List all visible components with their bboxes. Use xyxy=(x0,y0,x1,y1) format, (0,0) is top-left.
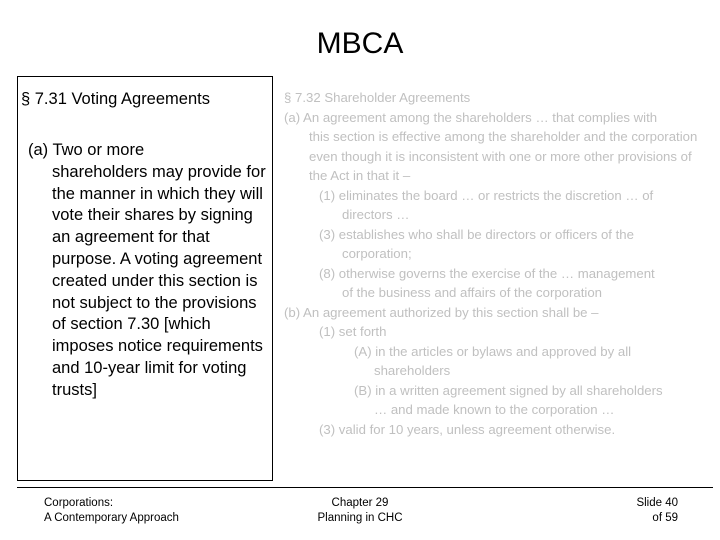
clause-a-body: this section is effective among the shareholder and the corporation even though it is inconsistent with one or more other provisions of the Act in that it – xyxy=(309,129,698,183)
clause-b3: (3) valid for 10 years, unless agreement otherwise. xyxy=(319,421,616,437)
clause-bA-lead: (A) in the articles or bylaws and approved by all xyxy=(354,343,632,359)
clause-a8-lead: (8) otherwise governs the exercise of the … management xyxy=(319,265,655,281)
clause-a1-body: directors … xyxy=(342,207,410,222)
section-7-32-heading: § 7.32 Shareholder Agreements xyxy=(284,90,471,105)
clause-a-lead: (a) An agreement among the shareholders … that complies with xyxy=(284,109,658,125)
clause-b: (b) An agreement authorized by this section shall be – xyxy=(284,304,599,320)
footer-book-title xyxy=(44,496,179,526)
section-7-31-heading: § 7.31 Voting Agreements xyxy=(21,90,210,108)
section-7-31-paragraph xyxy=(28,140,272,402)
footer-book-line2: A Contemporary Approach xyxy=(44,512,179,524)
paragraph-lead: (a) Two or more xyxy=(28,141,145,159)
clause-b1: (1) set forth xyxy=(319,324,387,339)
slide-title: MBCA xyxy=(316,27,404,60)
footer-book-line1: Corporations: xyxy=(44,497,114,509)
footer-divider xyxy=(17,487,713,488)
section-7-32-text xyxy=(284,88,710,439)
clause-bA-body: shareholders xyxy=(374,363,451,378)
footer-slide-number xyxy=(590,496,678,526)
clause-a8-body: of the business and affairs of the corporation xyxy=(342,285,603,300)
paragraph-body: shareholders may provide for the manner in which they will vote their shares by signing an agreement for that purpose. A voting agreement created under this section is not subject to the provisions of section 7.30 [which imposes notice requirements and 10-year limit for voting trusts] xyxy=(52,162,266,399)
clause-bB-body: … and made known to the corporation … xyxy=(374,402,615,417)
footer-slide-line2: of 59 xyxy=(652,512,678,524)
footer-chapter-line2: Planning in CHC xyxy=(317,512,403,524)
clause-a3-body: corporation; xyxy=(342,246,412,261)
clause-bB-lead: (B) in a written agreement signed by all shareholders xyxy=(354,382,663,398)
footer-chapter-line1: Chapter 29 xyxy=(331,497,389,509)
footer-slide-line1: Slide 40 xyxy=(636,497,678,509)
clause-a3-lead: (3) establishes who shall be directors or officers of the xyxy=(319,226,634,242)
footer-chapter xyxy=(300,496,420,526)
clause-a1-lead: (1) eliminates the board … or restricts the discretion … of xyxy=(319,187,654,203)
